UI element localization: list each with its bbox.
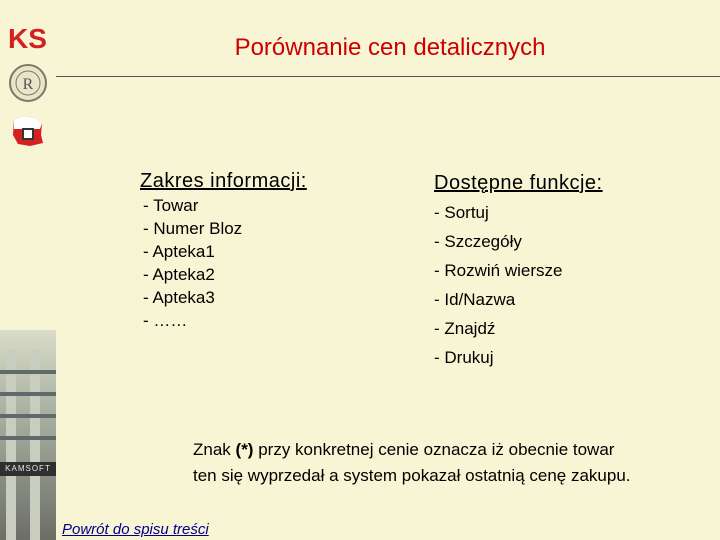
- page-title: Porównanie cen detalicznych: [234, 34, 546, 61]
- sidebar: [0, 0, 56, 540]
- poland-map-badge-icon: [10, 113, 46, 149]
- list-item: - ……: [143, 311, 188, 330]
- list-item: - Apteka3: [143, 288, 215, 307]
- note-line-2: ten się wyprzedał a system pokazał ostatnią cenę zakupu.: [193, 466, 631, 485]
- note-text: przy konkretnej cenie oznacza iż obecnie towar: [253, 440, 615, 459]
- info-scope-heading: Zakres informacji:: [140, 170, 307, 192]
- note-line-1: [193, 437, 713, 463]
- ks-logo-icon: [8, 22, 48, 54]
- building-photo: [0, 330, 56, 540]
- list-item: - Rozwiń wiersze: [434, 261, 563, 280]
- list-item: - Id/Nazwa: [434, 290, 516, 309]
- functions-list: [434, 203, 562, 377]
- back-to-contents-link[interactable]: Powrót do spisu treści: [62, 521, 209, 538]
- price-note: [193, 437, 713, 489]
- list-item: - Numer Bloz: [143, 219, 243, 238]
- functions-heading: Dostępne funkcje:: [434, 172, 603, 194]
- asterisk-marker: (*): [235, 440, 254, 459]
- list-item: - Znajdź: [434, 319, 496, 338]
- registered-mark: R: [22, 76, 34, 93]
- list-item: - Sortuj: [434, 203, 489, 222]
- kamsoft-brand-label: KAMSOFT: [0, 462, 56, 476]
- list-item: - Towar: [143, 196, 199, 215]
- ks-logo-text: KS: [8, 23, 47, 54]
- registered-seal-icon: [8, 63, 48, 103]
- list-item: - Szczegóły: [434, 232, 522, 251]
- list-item: - Apteka2: [143, 265, 215, 284]
- info-scope-list: [143, 196, 242, 334]
- list-item: - Drukuj: [434, 348, 494, 367]
- title-divider: [56, 76, 720, 77]
- list-item: - Apteka1: [143, 242, 215, 261]
- note-text: Znak: [193, 440, 236, 459]
